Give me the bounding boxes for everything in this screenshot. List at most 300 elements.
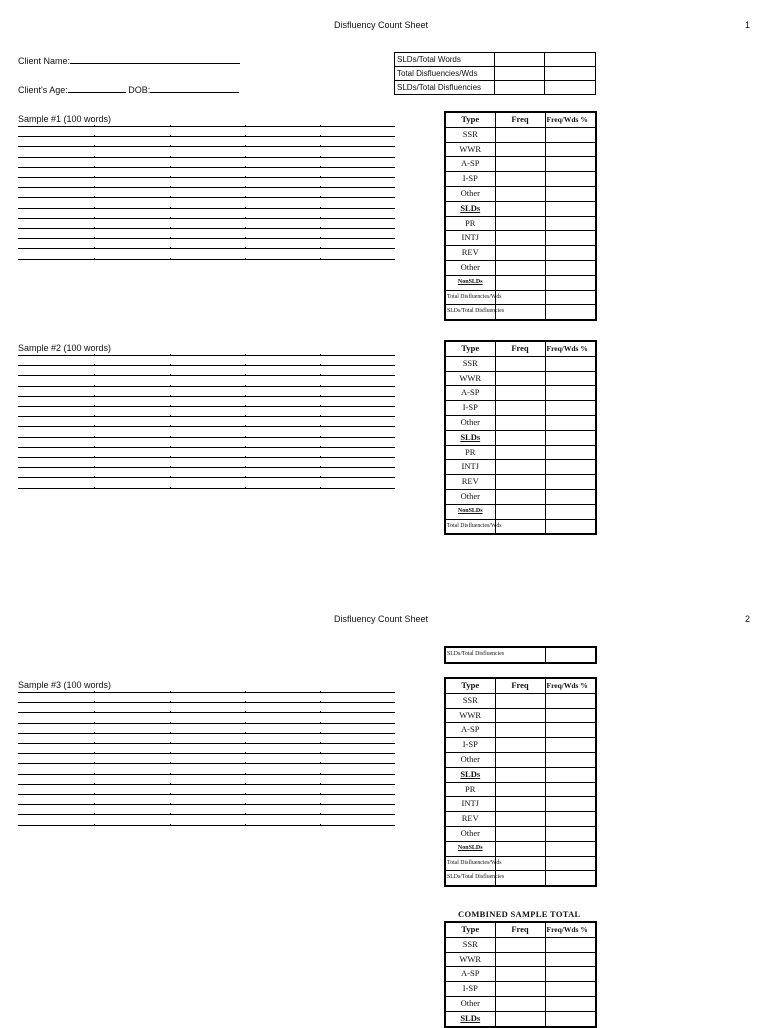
freq-wds-cell[interactable] bbox=[545, 201, 596, 216]
line-divider bbox=[170, 176, 171, 178]
freq-cell[interactable] bbox=[495, 260, 545, 275]
freq-cell[interactable] bbox=[495, 937, 545, 952]
row-type-label: A-SP bbox=[445, 967, 495, 982]
line-divider bbox=[320, 217, 321, 219]
freq-wds-cell[interactable] bbox=[545, 708, 596, 723]
line-divider bbox=[245, 752, 246, 754]
client-age-line[interactable] bbox=[68, 84, 126, 93]
line-divider bbox=[94, 196, 95, 198]
table-row bbox=[445, 260, 596, 275]
row-type-label: WWR bbox=[445, 142, 495, 157]
line-divider bbox=[245, 385, 246, 387]
writing-line[interactable] bbox=[18, 488, 395, 489]
row-type-label: PR bbox=[445, 782, 495, 797]
summary-cell[interactable] bbox=[545, 53, 596, 67]
line-divider bbox=[94, 487, 95, 489]
freq-cell[interactable] bbox=[495, 693, 545, 708]
line-divider bbox=[320, 813, 321, 815]
freq-cell[interactable] bbox=[495, 371, 545, 386]
line-divider bbox=[320, 752, 321, 754]
writing-line[interactable] bbox=[18, 733, 395, 734]
table-row bbox=[445, 445, 596, 460]
row-type-label: INTJ bbox=[445, 797, 495, 812]
writing-line[interactable] bbox=[18, 197, 395, 198]
row-type-label: Other bbox=[445, 752, 495, 767]
line-divider bbox=[245, 145, 246, 147]
row-type-label: Other bbox=[445, 826, 495, 841]
line-divider bbox=[170, 813, 171, 815]
line-divider bbox=[320, 354, 321, 356]
line-divider bbox=[320, 783, 321, 785]
freq-wds-cell[interactable] bbox=[545, 937, 596, 952]
writing-line[interactable] bbox=[18, 702, 395, 703]
line-divider bbox=[170, 125, 171, 127]
freq-cell[interactable] bbox=[495, 519, 545, 534]
writing-line[interactable] bbox=[18, 723, 395, 724]
row-type-label: NonSLDs bbox=[445, 504, 495, 519]
table-row bbox=[445, 967, 596, 982]
line-divider bbox=[170, 722, 171, 724]
freq-wds-cell[interactable] bbox=[545, 767, 596, 782]
line-divider bbox=[170, 354, 171, 356]
page1-number: 1 bbox=[745, 20, 751, 30]
table-row bbox=[445, 275, 596, 290]
line-divider bbox=[320, 405, 321, 407]
row-type-label: SLDs bbox=[445, 1011, 495, 1026]
line-divider bbox=[320, 476, 321, 478]
line-divider bbox=[94, 374, 95, 376]
freq-wds-cell[interactable] bbox=[545, 275, 596, 290]
freq-wds-cell[interactable] bbox=[545, 305, 596, 320]
line-divider bbox=[245, 446, 246, 448]
freq-cell[interactable] bbox=[495, 201, 545, 216]
page2-title: Disfluency Count Sheet bbox=[334, 614, 429, 624]
freq-wds-cell[interactable] bbox=[545, 216, 596, 231]
writing-line[interactable] bbox=[18, 437, 395, 438]
freq-cell[interactable] bbox=[495, 797, 545, 812]
line-divider bbox=[94, 783, 95, 785]
row-type-label: I-SP bbox=[445, 738, 495, 753]
writing-line[interactable] bbox=[18, 825, 395, 826]
line-divider bbox=[94, 793, 95, 795]
line-divider bbox=[320, 395, 321, 397]
writing-line[interactable] bbox=[18, 136, 395, 137]
row-type-label: Other bbox=[445, 186, 495, 201]
line-divider bbox=[320, 145, 321, 147]
freq-wds-cell[interactable] bbox=[545, 1011, 596, 1026]
table-row bbox=[445, 1011, 596, 1026]
writing-line[interactable] bbox=[18, 406, 395, 407]
table-row bbox=[445, 871, 596, 886]
summary-row bbox=[445, 647, 596, 663]
freq-cell[interactable] bbox=[495, 401, 545, 416]
writing-line[interactable] bbox=[18, 177, 395, 178]
table-header-row bbox=[445, 341, 596, 356]
line-divider bbox=[94, 711, 95, 713]
writing-line[interactable] bbox=[18, 804, 395, 805]
writing-line[interactable] bbox=[18, 375, 395, 376]
line-divider bbox=[320, 487, 321, 489]
table-row bbox=[445, 767, 596, 782]
line-divider bbox=[94, 145, 95, 147]
row-type-label: A-SP bbox=[445, 723, 495, 738]
freq-wds-cell[interactable] bbox=[545, 504, 596, 519]
freq-wds-cell[interactable] bbox=[545, 401, 596, 416]
freq-cell[interactable] bbox=[495, 157, 545, 172]
line-divider bbox=[245, 711, 246, 713]
line-divider bbox=[245, 405, 246, 407]
line-divider bbox=[245, 135, 246, 137]
line-divider bbox=[245, 783, 246, 785]
row-type-label: SLDs bbox=[445, 201, 495, 216]
table-header-row bbox=[445, 678, 596, 693]
line-divider bbox=[245, 466, 246, 468]
line-divider bbox=[245, 803, 246, 805]
freq-wds-cell[interactable] bbox=[545, 246, 596, 261]
freq-cell[interactable] bbox=[495, 504, 545, 519]
freq-wds-cell[interactable] bbox=[545, 738, 596, 753]
line-divider bbox=[320, 156, 321, 158]
line-divider bbox=[170, 436, 171, 438]
line-divider bbox=[170, 207, 171, 209]
freq-cell[interactable] bbox=[495, 782, 545, 797]
line-divider bbox=[170, 783, 171, 785]
writing-line[interactable] bbox=[18, 447, 395, 448]
line-divider bbox=[320, 762, 321, 764]
writing-line[interactable] bbox=[18, 187, 395, 188]
freq-wds-cell[interactable] bbox=[545, 142, 596, 157]
freq-wds-cell[interactable] bbox=[545, 445, 596, 460]
freq-wds-cell[interactable] bbox=[545, 186, 596, 201]
row-type-label: INTJ bbox=[445, 231, 495, 246]
freq-wds-cell[interactable] bbox=[545, 967, 596, 982]
table-row bbox=[445, 142, 596, 157]
line-divider bbox=[94, 258, 95, 260]
line-divider bbox=[320, 207, 321, 209]
line-divider bbox=[94, 773, 95, 775]
freq-wds-cell[interactable] bbox=[545, 260, 596, 275]
line-divider bbox=[170, 793, 171, 795]
writing-line[interactable] bbox=[18, 477, 395, 478]
table-row bbox=[445, 504, 596, 519]
summary-label: SLDs/Total Disfluencies bbox=[445, 647, 545, 663]
summary-cell[interactable] bbox=[495, 53, 545, 67]
freq-wds-cell[interactable] bbox=[545, 826, 596, 841]
row-type-label: SLDs/Total Disfluencies bbox=[445, 871, 495, 886]
freq-cell[interactable] bbox=[495, 841, 545, 856]
line-divider bbox=[245, 176, 246, 178]
table-row bbox=[445, 356, 596, 371]
header-type: Type bbox=[445, 678, 495, 693]
table-row bbox=[445, 386, 596, 401]
line-divider bbox=[245, 258, 246, 260]
freq-wds-cell[interactable] bbox=[545, 723, 596, 738]
table-row bbox=[445, 782, 596, 797]
writing-line[interactable] bbox=[18, 774, 395, 775]
row-type-label: Other bbox=[445, 996, 495, 1011]
row-type-label: Other bbox=[445, 260, 495, 275]
writing-line[interactable] bbox=[18, 146, 395, 147]
dob-line[interactable] bbox=[150, 84, 239, 93]
freq-cell[interactable] bbox=[495, 290, 545, 305]
writing-line[interactable] bbox=[18, 794, 395, 795]
dob-label: DOB: bbox=[128, 85, 151, 95]
freq-cell[interactable] bbox=[495, 996, 545, 1011]
writing-line[interactable] bbox=[18, 457, 395, 458]
writing-line[interactable] bbox=[18, 712, 395, 713]
writing-line[interactable] bbox=[18, 126, 395, 127]
freq-cell[interactable] bbox=[495, 386, 545, 401]
header-freq: Freq bbox=[495, 678, 545, 693]
line-divider bbox=[170, 145, 171, 147]
line-divider bbox=[170, 711, 171, 713]
writing-line[interactable] bbox=[18, 396, 395, 397]
table-row bbox=[445, 460, 596, 475]
line-divider bbox=[170, 247, 171, 249]
row-type-label: Total Disfluencies/Wds bbox=[445, 290, 495, 305]
line-divider bbox=[94, 354, 95, 356]
line-divider bbox=[245, 364, 246, 366]
freq-cell[interactable] bbox=[495, 460, 545, 475]
freq-wds-cell[interactable] bbox=[545, 127, 596, 142]
freq-cell[interactable] bbox=[495, 752, 545, 767]
table-row bbox=[445, 952, 596, 967]
freq-cell[interactable] bbox=[495, 767, 545, 782]
writing-line[interactable] bbox=[18, 743, 395, 744]
freq-cell[interactable] bbox=[495, 826, 545, 841]
freq-wds-cell[interactable] bbox=[545, 797, 596, 812]
line-divider bbox=[94, 186, 95, 188]
header-type: Type bbox=[445, 341, 495, 356]
table-row bbox=[445, 752, 596, 767]
freq-wds-cell[interactable] bbox=[545, 489, 596, 504]
row-type-label: SLDs bbox=[445, 430, 495, 445]
line-divider bbox=[245, 691, 246, 693]
writing-line[interactable] bbox=[18, 355, 395, 356]
freq-cell[interactable] bbox=[495, 231, 545, 246]
line-divider bbox=[170, 742, 171, 744]
writing-line[interactable] bbox=[18, 208, 395, 209]
freq-cell[interactable] bbox=[495, 475, 545, 490]
table-row bbox=[445, 519, 596, 534]
line-divider bbox=[94, 207, 95, 209]
line-divider bbox=[94, 247, 95, 249]
line-divider bbox=[94, 722, 95, 724]
line-divider bbox=[320, 742, 321, 744]
table-row bbox=[445, 937, 596, 952]
line-divider bbox=[94, 752, 95, 754]
line-divider bbox=[170, 217, 171, 219]
freq-wds-cell[interactable] bbox=[545, 157, 596, 172]
table-row bbox=[445, 415, 596, 430]
freq-wds-cell[interactable] bbox=[545, 982, 596, 997]
freq-wds-cell[interactable] bbox=[545, 996, 596, 1011]
summary-cell[interactable] bbox=[545, 81, 596, 95]
table-row bbox=[445, 246, 596, 261]
freq-wds-cell[interactable] bbox=[545, 952, 596, 967]
freq-wds-cell[interactable] bbox=[545, 871, 596, 886]
writing-line[interactable] bbox=[18, 167, 395, 168]
line-divider bbox=[320, 227, 321, 229]
writing-line[interactable] bbox=[18, 238, 395, 239]
line-divider bbox=[94, 405, 95, 407]
freq-cell[interactable] bbox=[495, 812, 545, 827]
freq-cell[interactable] bbox=[495, 708, 545, 723]
table-row bbox=[445, 231, 596, 246]
summary-cell[interactable] bbox=[545, 67, 596, 81]
summary-cell[interactable] bbox=[495, 81, 545, 95]
writing-line[interactable] bbox=[18, 467, 395, 468]
disfluency-table-sample2 bbox=[444, 340, 597, 535]
freq-cell[interactable] bbox=[495, 356, 545, 371]
writing-line[interactable] bbox=[18, 416, 395, 417]
freq-cell[interactable] bbox=[495, 430, 545, 445]
line-divider bbox=[320, 793, 321, 795]
writing-line[interactable] bbox=[18, 763, 395, 764]
freq-wds-cell[interactable] bbox=[545, 782, 596, 797]
line-divider bbox=[245, 395, 246, 397]
freq-cell[interactable] bbox=[495, 445, 545, 460]
freq-wds-cell[interactable] bbox=[545, 371, 596, 386]
freq-wds-cell[interactable] bbox=[545, 841, 596, 856]
writing-line[interactable] bbox=[18, 259, 395, 260]
freq-cell[interactable] bbox=[495, 1011, 545, 1026]
line-divider bbox=[245, 125, 246, 127]
freq-wds-cell[interactable] bbox=[545, 430, 596, 445]
freq-wds-cell[interactable] bbox=[545, 415, 596, 430]
row-type-label: SLDs bbox=[445, 767, 495, 782]
line-divider bbox=[94, 425, 95, 427]
header-freq-wds: Freq/Wds % bbox=[545, 112, 596, 127]
freq-cell[interactable] bbox=[495, 489, 545, 504]
row-type-label: A-SP bbox=[445, 386, 495, 401]
line-divider bbox=[170, 691, 171, 693]
page1-title: Disfluency Count Sheet bbox=[334, 20, 429, 30]
freq-wds-cell[interactable] bbox=[545, 693, 596, 708]
line-divider bbox=[245, 196, 246, 198]
line-divider bbox=[170, 405, 171, 407]
freq-cell[interactable] bbox=[495, 723, 545, 738]
table-row bbox=[445, 475, 596, 490]
line-divider bbox=[320, 125, 321, 127]
line-divider bbox=[94, 176, 95, 178]
writing-line[interactable] bbox=[18, 157, 395, 158]
freq-cell[interactable] bbox=[495, 127, 545, 142]
table-row bbox=[445, 996, 596, 1011]
writing-line[interactable] bbox=[18, 228, 395, 229]
freq-cell[interactable] bbox=[495, 982, 545, 997]
line-divider bbox=[245, 732, 246, 734]
freq-cell[interactable] bbox=[495, 172, 545, 187]
freq-wds-cell[interactable] bbox=[545, 290, 596, 305]
freq-wds-cell[interactable] bbox=[545, 172, 596, 187]
table-row bbox=[445, 708, 596, 723]
table-row bbox=[445, 157, 596, 172]
line-divider bbox=[170, 803, 171, 805]
writing-line[interactable] bbox=[18, 753, 395, 754]
line-divider bbox=[94, 227, 95, 229]
line-divider bbox=[94, 476, 95, 478]
line-divider bbox=[320, 385, 321, 387]
freq-wds-cell[interactable] bbox=[545, 475, 596, 490]
freq-wds-cell[interactable] bbox=[545, 856, 596, 871]
summary-cell[interactable] bbox=[545, 647, 596, 663]
freq-cell[interactable] bbox=[495, 186, 545, 201]
line-divider bbox=[320, 732, 321, 734]
line-divider bbox=[170, 227, 171, 229]
freq-wds-cell[interactable] bbox=[545, 386, 596, 401]
freq-cell[interactable] bbox=[495, 142, 545, 157]
freq-wds-cell[interactable] bbox=[545, 752, 596, 767]
line-divider bbox=[245, 207, 246, 209]
freq-wds-cell[interactable] bbox=[545, 356, 596, 371]
line-divider bbox=[170, 824, 171, 826]
writing-line[interactable] bbox=[18, 248, 395, 249]
line-divider bbox=[170, 762, 171, 764]
summary-row bbox=[395, 67, 596, 81]
table-row bbox=[445, 489, 596, 504]
table-row bbox=[445, 371, 596, 386]
client-name-field[interactable] bbox=[18, 55, 240, 66]
row-type-label: SLDs/Total Disfluencies bbox=[445, 305, 495, 320]
freq-cell[interactable] bbox=[495, 967, 545, 982]
line-divider bbox=[94, 364, 95, 366]
line-divider bbox=[245, 354, 246, 356]
table-row bbox=[445, 982, 596, 997]
freq-cell[interactable] bbox=[495, 216, 545, 231]
line-divider bbox=[320, 824, 321, 826]
header-freq: Freq bbox=[495, 112, 545, 127]
summary-cell[interactable] bbox=[495, 67, 545, 81]
line-divider bbox=[170, 466, 171, 468]
sample1-label: Sample #1 (100 words) bbox=[18, 114, 112, 124]
line-divider bbox=[94, 824, 95, 826]
client-name-label: Client Name: bbox=[18, 56, 71, 66]
line-divider bbox=[170, 773, 171, 775]
writing-line[interactable] bbox=[18, 426, 395, 427]
client-name-line[interactable] bbox=[70, 55, 240, 64]
freq-cell[interactable] bbox=[495, 738, 545, 753]
freq-wds-cell[interactable] bbox=[545, 460, 596, 475]
writing-line[interactable] bbox=[18, 218, 395, 219]
line-divider bbox=[245, 742, 246, 744]
client-age-field[interactable] bbox=[18, 84, 239, 95]
sample2-label: Sample #2 (100 words) bbox=[18, 343, 112, 353]
writing-line[interactable] bbox=[18, 784, 395, 785]
row-type-label: PR bbox=[445, 445, 495, 460]
header-freq: Freq bbox=[495, 341, 545, 356]
writing-line[interactable] bbox=[18, 692, 395, 693]
line-divider bbox=[320, 711, 321, 713]
freq-wds-cell[interactable] bbox=[545, 812, 596, 827]
line-divider bbox=[320, 803, 321, 805]
writing-line[interactable] bbox=[18, 814, 395, 815]
writing-line[interactable] bbox=[18, 386, 395, 387]
freq-wds-cell[interactable] bbox=[545, 519, 596, 534]
line-divider bbox=[245, 487, 246, 489]
freq-cell[interactable] bbox=[495, 952, 545, 967]
freq-cell[interactable] bbox=[495, 415, 545, 430]
line-divider bbox=[320, 374, 321, 376]
freq-cell[interactable] bbox=[495, 246, 545, 261]
writing-line[interactable] bbox=[18, 365, 395, 366]
freq-cell[interactable] bbox=[495, 275, 545, 290]
freq-cell[interactable] bbox=[495, 856, 545, 871]
freq-wds-cell[interactable] bbox=[545, 231, 596, 246]
table-row bbox=[445, 290, 596, 305]
summary-table-1 bbox=[394, 52, 596, 95]
row-type-label: SSR bbox=[445, 937, 495, 952]
